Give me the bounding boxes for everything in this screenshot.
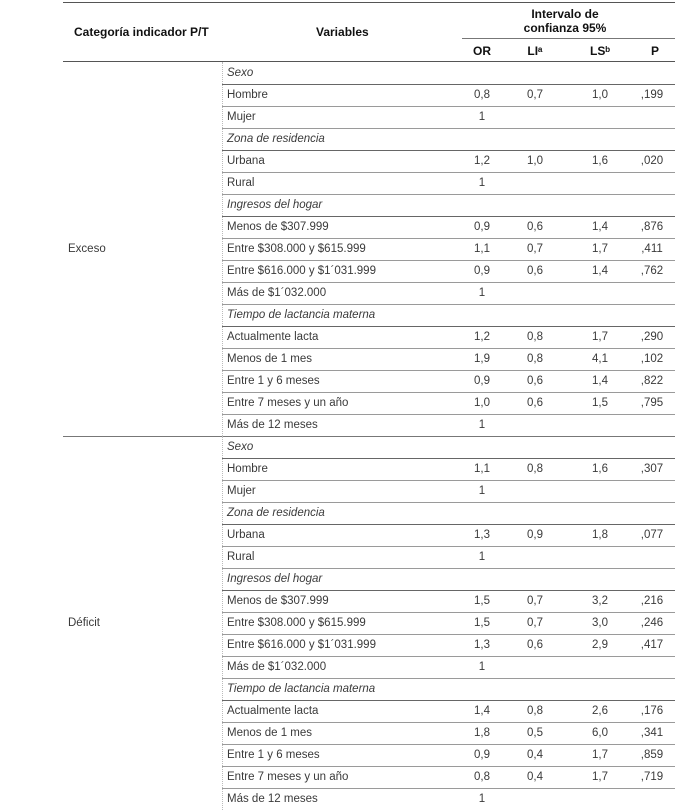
variable-label: Más de $1´032.000 <box>227 287 327 299</box>
table-row <box>0 766 693 788</box>
ci-rule <box>462 38 675 39</box>
cell-ls: 2,6 <box>592 705 608 717</box>
cell-ls: 4,1 <box>592 353 608 365</box>
group-row <box>0 568 693 590</box>
column-separator <box>222 436 223 810</box>
cell-li: 1,0 <box>527 155 543 167</box>
cell-ls: 1,7 <box>592 243 608 255</box>
cell-li: 0,7 <box>527 243 543 255</box>
group-label: Sexo <box>227 67 254 79</box>
cell-p: ,411 <box>641 243 663 255</box>
cell-or: 1 <box>478 485 486 497</box>
cell-or: 0,8 <box>474 771 490 783</box>
cell-ls: 1,7 <box>592 771 608 783</box>
variable-label: Mujer <box>227 485 256 497</box>
group-row <box>0 304 693 326</box>
cell-or: 0,9 <box>474 749 490 761</box>
table-row <box>0 216 693 238</box>
variable-label: Menos de $307.999 <box>227 221 329 233</box>
cell-p: ,795 <box>640 397 664 409</box>
cell-p: ,199 <box>640 89 664 101</box>
header-or: OR <box>473 44 491 58</box>
variable-label: Más de 12 meses <box>227 793 318 805</box>
table-row <box>0 546 693 568</box>
cell-or: 0,9 <box>474 375 490 387</box>
cell-li: 0,8 <box>527 705 543 717</box>
group-row <box>0 128 693 150</box>
group-row <box>0 62 693 84</box>
cell-or: 0,9 <box>474 221 490 233</box>
variable-label: Entre 7 meses y un año <box>227 397 349 409</box>
category-label: Exceso <box>68 243 106 255</box>
variable-label: Entre 1 y 6 meses <box>227 375 320 387</box>
table-row <box>0 260 693 282</box>
table-row <box>0 612 693 634</box>
cell-p: ,822 <box>640 375 664 387</box>
header-category: Categoría indicador P/T <box>74 25 209 39</box>
cell-li: 0,6 <box>527 639 543 651</box>
cell-ls: 1,6 <box>592 155 608 167</box>
cell-or: 1 <box>478 419 486 431</box>
variable-label: Entre 1 y 6 meses <box>227 749 320 761</box>
cell-ls: 1,4 <box>592 221 608 233</box>
cell-p: ,876 <box>640 221 664 233</box>
cell-li: 0,4 <box>527 771 543 783</box>
cell-ls: 2,9 <box>592 639 608 651</box>
cell-or: 1 <box>478 661 486 673</box>
cell-p: ,341 <box>640 727 664 739</box>
group-label: Tiempo de lactancia materna <box>227 309 376 321</box>
cell-ls: 1,7 <box>592 331 608 343</box>
variable-label: Actualmente lacta <box>227 331 319 343</box>
group-label: Tiempo de lactancia materna <box>227 683 376 695</box>
table-row <box>0 370 693 392</box>
cell-p: ,859 <box>640 749 664 761</box>
cell-or: 0,8 <box>474 89 490 101</box>
cell-or: 1,2 <box>474 331 490 343</box>
group-row <box>0 678 693 700</box>
variable-label: Rural <box>227 551 255 563</box>
header-li: LIᵃ <box>527 44 543 58</box>
table-row <box>0 634 693 656</box>
cell-li: 0,8 <box>527 331 543 343</box>
table-row <box>0 656 693 678</box>
group-row <box>0 194 693 216</box>
variable-label: Menos de $307.999 <box>227 595 329 607</box>
cell-p: ,307 <box>640 463 664 475</box>
variable-label: Hombre <box>227 463 268 475</box>
cell-or: 1,1 <box>474 463 490 475</box>
table-row <box>0 150 693 172</box>
cell-p: ,762 <box>640 265 664 277</box>
cell-ls: 1,6 <box>592 463 608 475</box>
variable-label: Urbana <box>227 155 265 167</box>
cell-or: 1,3 <box>474 639 490 651</box>
table-row <box>0 590 693 612</box>
cell-or: 1,1 <box>474 243 490 255</box>
variable-label: Entre 7 meses y un año <box>227 771 349 783</box>
table-row <box>0 326 693 348</box>
cell-li: 0,6 <box>527 265 543 277</box>
cell-ls: 1,7 <box>592 749 608 761</box>
cell-li: 0,7 <box>527 617 543 629</box>
variable-label: Rural <box>227 177 255 189</box>
table-row <box>0 106 693 128</box>
cell-li: 0,7 <box>527 595 543 607</box>
cell-p: ,102 <box>640 353 664 365</box>
variable-label: Actualmente lacta <box>227 705 319 717</box>
cell-p: ,719 <box>640 771 664 783</box>
table-row <box>0 458 693 480</box>
cell-or: 0,9 <box>474 265 490 277</box>
table-row <box>0 700 693 722</box>
table-row <box>0 238 693 260</box>
table-row <box>0 282 693 304</box>
variable-label: Menos de 1 mes <box>227 727 313 739</box>
cell-ls: 1,4 <box>592 375 608 387</box>
cell-li: 0,7 <box>527 89 543 101</box>
cell-ls: 1,8 <box>592 529 608 541</box>
cell-ls: 1,0 <box>592 89 608 101</box>
cell-or: 1,4 <box>474 705 490 717</box>
cell-p: ,020 <box>640 155 664 167</box>
table-row <box>0 172 693 194</box>
group-label: Zona de residencia <box>227 507 325 519</box>
table-row <box>0 84 693 106</box>
table-row <box>0 722 693 744</box>
cell-ls: 1,4 <box>592 265 608 277</box>
header-variables: Variables <box>316 25 369 39</box>
header-ci-title <box>495 7 635 35</box>
cell-or: 1,3 <box>474 529 490 541</box>
cell-li: 0,8 <box>527 463 543 475</box>
cell-or: 1 <box>478 111 486 123</box>
group-label: Zona de residencia <box>227 133 325 145</box>
header-p: P <box>650 44 659 58</box>
cell-p: ,176 <box>640 705 664 717</box>
group-row <box>0 502 693 524</box>
cell-or: 1,5 <box>474 595 490 607</box>
cell-or: 1 <box>478 551 486 563</box>
group-label: Sexo <box>227 441 254 453</box>
group-label: Ingresos del hogar <box>227 573 323 585</box>
cell-or: 1,8 <box>474 727 490 739</box>
variable-label: Mujer <box>227 111 256 123</box>
table-row <box>0 480 693 502</box>
table-row <box>0 348 693 370</box>
cell-p: ,246 <box>640 617 664 629</box>
variable-label: Entre $616.000 y $1´031.999 <box>227 639 376 651</box>
cell-li: 0,6 <box>527 397 543 409</box>
variable-label: Entre $616.000 y $1´031.999 <box>227 265 376 277</box>
cell-ls: 3,0 <box>592 617 608 629</box>
cell-ls: 3,2 <box>592 595 608 607</box>
cell-li: 0,4 <box>527 749 543 761</box>
variable-label: Entre $308.000 y $615.999 <box>227 243 366 255</box>
cell-or: 1,0 <box>474 397 490 409</box>
cell-p: ,417 <box>640 639 664 651</box>
cell-li: 0,9 <box>527 529 543 541</box>
cell-li: 0,6 <box>527 221 543 233</box>
column-separator <box>222 62 223 436</box>
cell-li: 0,8 <box>527 353 543 365</box>
cell-li: 0,5 <box>527 727 543 739</box>
cell-ls: 1,5 <box>592 397 608 409</box>
variable-label: Entre $308.000 y $615.999 <box>227 617 366 629</box>
cell-or: 1 <box>478 287 486 299</box>
category-label: Déficit <box>68 617 100 629</box>
variable-label: Más de $1´032.000 <box>227 661 327 673</box>
variable-label: Urbana <box>227 529 265 541</box>
variable-label: Más de 12 meses <box>227 419 318 431</box>
variable-label: Hombre <box>227 89 268 101</box>
cell-p: ,216 <box>640 595 664 607</box>
variable-label: Menos de 1 mes <box>227 353 313 365</box>
table-top-rule <box>63 2 675 3</box>
cell-or: 1,2 <box>474 155 490 167</box>
header-ci-line2: confianza 95% <box>523 21 607 35</box>
cell-or: 1 <box>478 177 486 189</box>
header-ci-line1: Intervalo de <box>531 7 599 21</box>
header-ls: LSᵇ <box>589 44 611 58</box>
cell-or: 1,5 <box>474 617 490 629</box>
cell-p: ,077 <box>640 529 664 541</box>
cell-or: 1 <box>478 793 486 805</box>
table-row <box>0 788 693 810</box>
table-row <box>0 414 693 436</box>
cell-ls: 6,0 <box>592 727 608 739</box>
cell-li: 0,6 <box>527 375 543 387</box>
group-label: Ingresos del hogar <box>227 199 323 211</box>
group-row <box>0 436 693 458</box>
cell-p: ,290 <box>640 331 664 343</box>
table-row <box>0 524 693 546</box>
cell-or: 1,9 <box>474 353 490 365</box>
table-row <box>0 744 693 766</box>
table-row <box>0 392 693 414</box>
